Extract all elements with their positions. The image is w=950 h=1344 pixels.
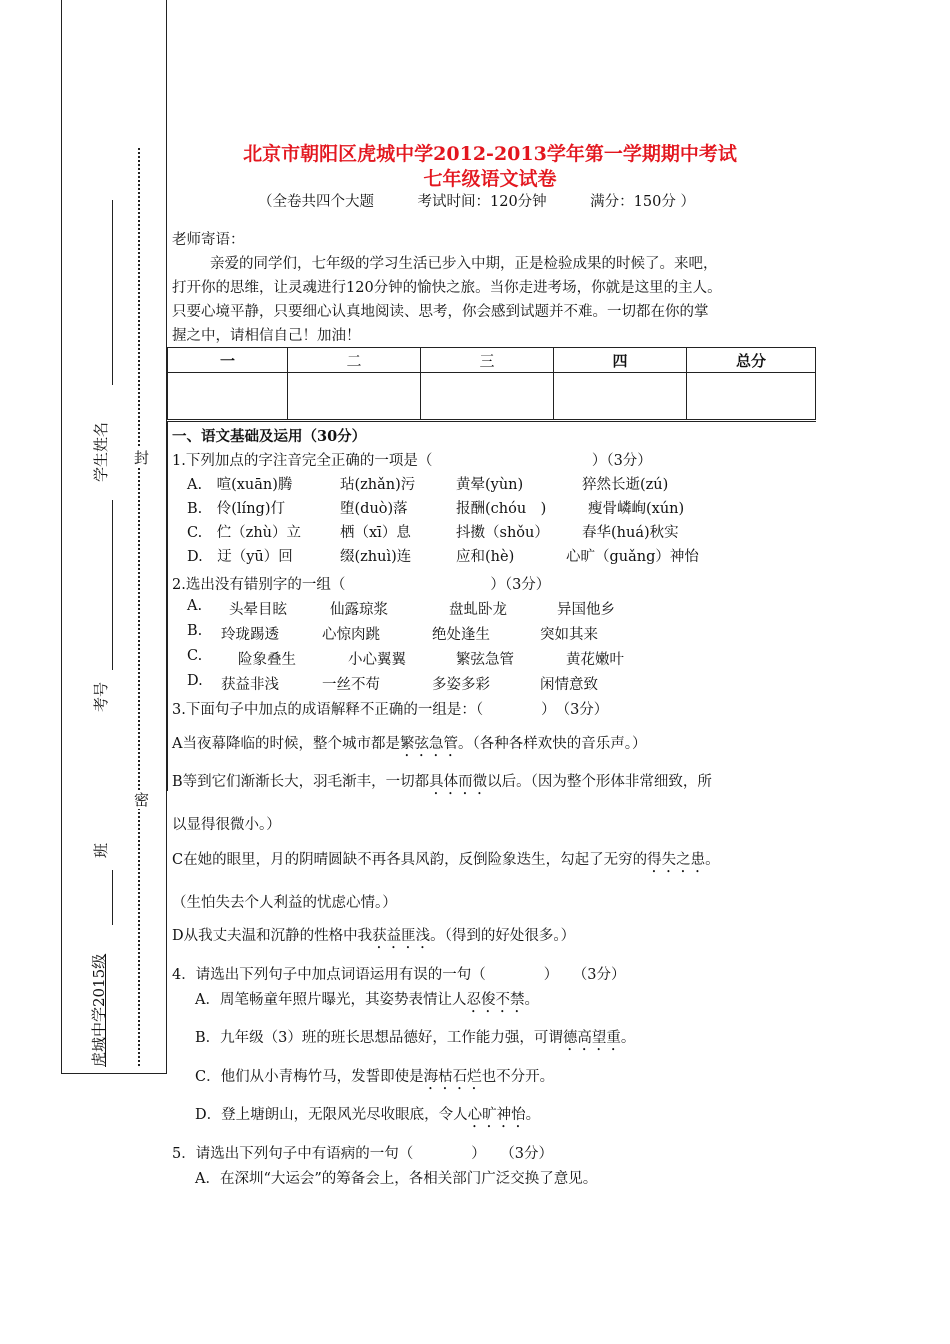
q4-d-pre: D．登上塘朗山，无限风光尽收眼底，令人 — [195, 1107, 468, 1123]
q1-option: 瘦骨嶙峋(xún) — [588, 501, 685, 517]
q1-option: 报酬(chóu ) — [456, 501, 547, 517]
q4-b-post: 。 — [620, 1030, 636, 1046]
q3-option-c-cont: （生怕失去个人利益的忧虑心情。） — [172, 895, 397, 911]
q2-option: 闲情意致 — [540, 677, 598, 693]
exam-info: （全卷共四个大题 考试时间：120分钟 满分：150分 ） — [258, 194, 695, 210]
q1-option: 缀(zhuì)连 — [340, 549, 412, 565]
q1-stem: 1.下列加点的字注音完全正确的一项是（ ）（3分） — [172, 453, 652, 469]
q4-a-idiom: 忍俊不禁 — [466, 992, 525, 1008]
q4-option-c — [195, 1065, 554, 1093]
q5-stem: 5．请选出下列句子中有语病的一句（ ） （3分） — [172, 1146, 553, 1162]
q3-d-idiom: 获益匪浅 — [372, 928, 431, 944]
q4-a-post: 。 — [524, 992, 539, 1008]
q3-a-pre: A当夜幕降临的时候，整个城市都是 — [172, 736, 400, 752]
q2-option-letter: C. — [187, 648, 203, 664]
q3-d-pre: D从我丈夫温和沉静的性格中我 — [172, 928, 373, 944]
q2-option: 仙露琼浆 — [330, 602, 388, 618]
q3-c-post: 。 — [705, 852, 720, 868]
q3-option-b — [172, 770, 712, 798]
q4-b-pre: B．九年级（3）班的班长思想品德好，工作能力强，可谓 — [195, 1030, 563, 1046]
q2-option: 获益非浅 — [221, 677, 279, 693]
section-divider — [167, 421, 816, 422]
q2-option: 心惊肉跳 — [322, 627, 380, 643]
q3-c-pre: C在她的眼里，月的阴晴圆缺不再各具风韵，反倒险象迭生，勾起了无穷的 — [172, 852, 648, 868]
q2-option: 头晕目眩 — [229, 602, 287, 618]
score-cell[interactable] — [554, 373, 687, 420]
q4-c-idiom: 海枯石烂 — [423, 1069, 482, 1085]
q4-stem: 4．请选出下列句子中加点词语运用有误的一句（ ） （3分） — [172, 967, 626, 983]
q2-option: 盘虬卧龙 — [449, 602, 507, 618]
score-cell[interactable] — [687, 373, 816, 420]
teacher-note-line: 握之中，请相信自己！加油！ — [172, 328, 361, 344]
q2-option: 突如其来 — [540, 627, 598, 643]
q3-b-pre: B等到它们渐渐长大，羽毛渐丰，一切都 — [172, 774, 430, 790]
q4-option-b — [195, 1026, 635, 1054]
q3-option-d — [172, 924, 575, 952]
q1-option: 抖擞（shǒu） — [456, 525, 549, 541]
q4-option-d — [195, 1103, 540, 1131]
teacher-note-line: 亲爱的同学们，七年级的学习生活已步入中期，正是检验成果的时候了。来吧， — [210, 256, 718, 272]
q3-d-post: 。（得到的好处很多。） — [430, 928, 576, 944]
q3-a-idiom: 繁弦急管 — [399, 736, 458, 752]
q3-option-c — [172, 848, 720, 876]
score-header: 二 — [288, 348, 421, 373]
q3-b-post: 以后。（因为整个形体非常细致，所 — [487, 774, 712, 790]
section-left-border — [167, 421, 168, 791]
q1-option: 玷(zhǎn)污 — [340, 477, 416, 493]
q4-d-post: 。 — [525, 1107, 541, 1123]
q2-option: 黄花嫩叶 — [566, 652, 624, 668]
q2-option: 小心翼翼 — [348, 652, 406, 668]
seal-mi: 密 — [132, 792, 150, 807]
q2-option: 玲珑踢透 — [221, 627, 279, 643]
q1-option: B. 伶(líng)仃 — [187, 501, 285, 517]
q4-a-pre: A．周笔畅童年照片曝光，其姿势表情让人 — [195, 992, 467, 1008]
student-name-label: 学生姓名 — [92, 421, 110, 482]
score-header: 三 — [421, 348, 554, 373]
q3-option-b-cont: 以显得很微小。） — [172, 817, 281, 833]
q2-option: 多姿多彩 — [432, 677, 490, 693]
q4-b-idiom: 德高望重 — [562, 1030, 621, 1046]
q2-option: 繁弦急管 — [456, 652, 514, 668]
name-underline — [112, 200, 113, 385]
exam-no-label: 考号 — [92, 681, 110, 712]
q3-stem: 3.下面句子中加点的成语解释不正确的一组是：（ ） （3分） — [172, 702, 609, 718]
score-cell[interactable] — [288, 373, 421, 420]
teacher-note-label-text: 老师寄语： — [172, 232, 245, 248]
q1-option: 栖（xī）息 — [340, 525, 411, 541]
score-header: 四 — [554, 348, 687, 373]
q2-option: 一丝不苟 — [322, 677, 380, 693]
q1-option: D. 迂（yū）回 — [187, 549, 293, 565]
q2-option-letter: D. — [187, 673, 203, 689]
q2-option-letter: A. — [187, 598, 203, 614]
q2-option: 异国他乡 — [557, 602, 615, 618]
score-header: 总分 — [687, 348, 816, 373]
q3-option-a — [172, 732, 646, 760]
section1-title: 一、语文基础及运用（30分） — [172, 428, 367, 445]
class-label: 班 — [92, 842, 110, 858]
q1-option: 心旷（guǎng）神怡 — [566, 549, 699, 565]
q2-option: 绝处逢生 — [432, 627, 490, 643]
q2-option-letter: B. — [187, 623, 203, 639]
q4-option-a — [195, 988, 539, 1016]
seal-feng: 封 — [132, 450, 150, 465]
q1-option: 春华(huá)秋实 — [582, 525, 679, 541]
q3-a-post: 。（各种各样欢快的音乐声。） — [457, 736, 647, 752]
q1-option: 应和(hè) — [456, 549, 515, 565]
q4-c-post: 也不分开。 — [481, 1069, 555, 1085]
q4-d-idiom: 心旷神怡 — [467, 1107, 526, 1123]
q2-stem: 2.选出没有错别字的一组（ ）（3分） — [172, 577, 551, 593]
school-class-label: 虎城中学2015级 — [90, 953, 108, 1067]
exam-no-underline — [112, 500, 113, 670]
score-cell[interactable] — [421, 373, 554, 420]
q1-option: C. 伫（zhù）立 — [187, 525, 302, 541]
q1-option: 黄晕(yùn) — [456, 477, 524, 493]
q2-option: 险象叠生 — [238, 652, 296, 668]
q4-c-pre: C．他们从小青梅竹马，发誓即使是 — [195, 1069, 424, 1085]
score-header: 一 — [168, 348, 288, 373]
q1-option: 堕(duò)落 — [340, 501, 408, 517]
q3-c-idiom: 得失之患 — [647, 852, 706, 868]
teacher-note-label — [172, 228, 245, 249]
exam-subtitle: 七年级语文试卷 — [423, 168, 557, 190]
score-table — [167, 347, 816, 420]
q5-option-a: A．在深圳“大运会”的筹备会上，各相关部门广泛交换了意见。 — [195, 1171, 598, 1187]
class-underline — [112, 870, 113, 925]
q3-b-idiom: 具体而微 — [429, 774, 488, 790]
exam-title: 北京市朝阳区虎城中学2012-2013学年第一学期期中考试 — [243, 143, 737, 165]
q1-option: A. 喧(xuān)腾 — [187, 477, 293, 493]
teacher-note-line: 只要心境平静，只要细心认真地阅读、思考，你会感到试题并不难。一切都在你的掌 — [172, 304, 709, 320]
seal-dotted-line — [138, 148, 140, 1066]
score-cell[interactable] — [168, 373, 288, 420]
teacher-note-line: 打开你的思维，让灵魂进行120分钟的愉快之旅。当你走进考场，你就是这里的主人。 — [172, 280, 722, 296]
q1-option: 猝然长逝(zú) — [582, 477, 669, 493]
